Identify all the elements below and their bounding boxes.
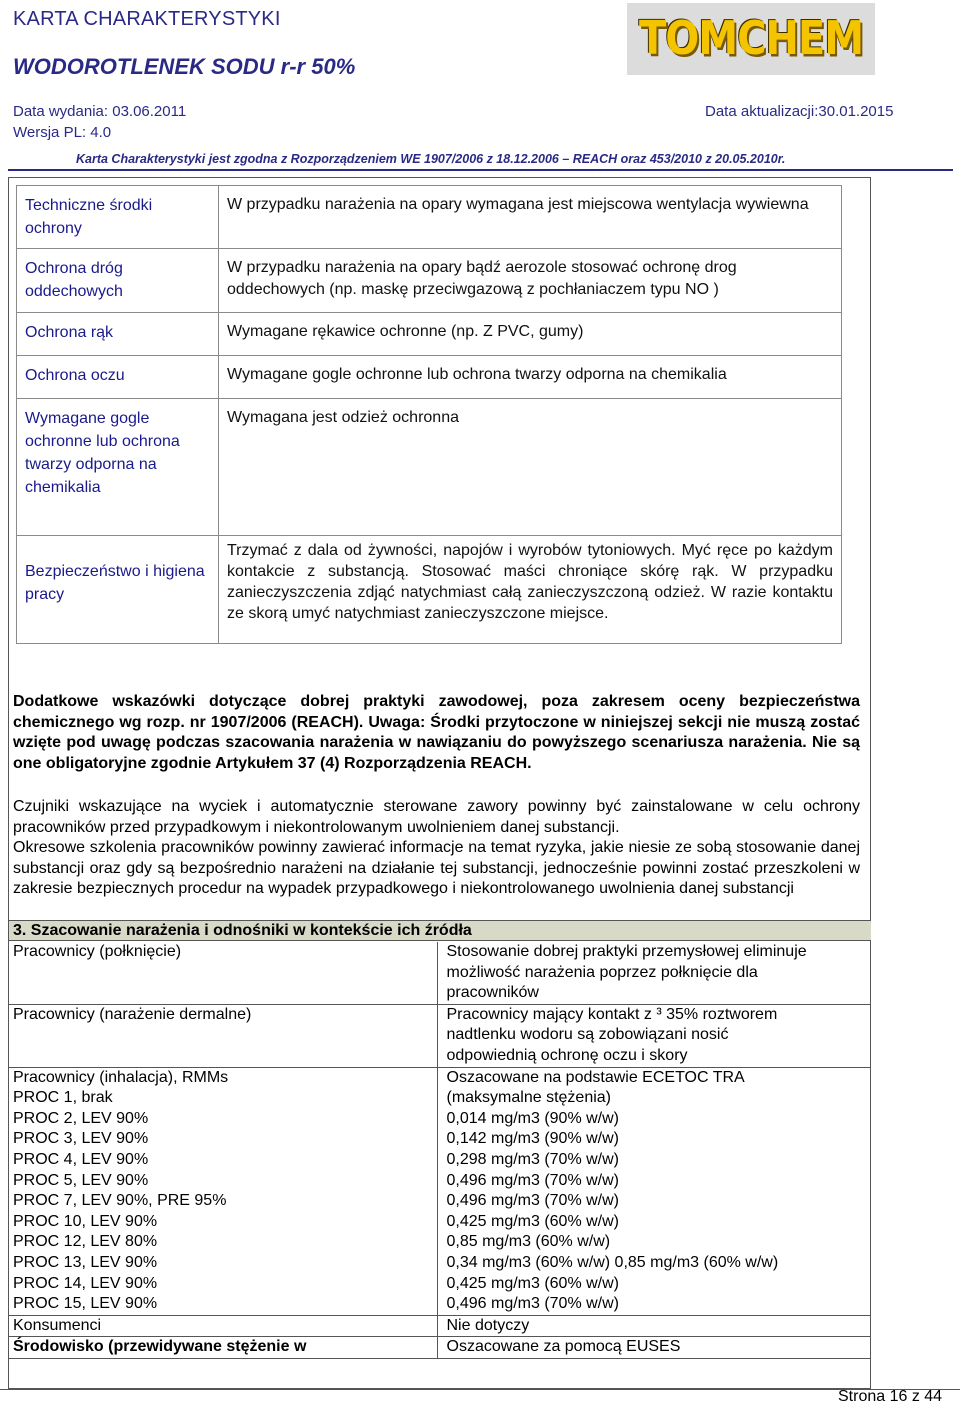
exposure-group-line: Pracownicy (połknięcie) <box>13 943 182 960</box>
update-date: Data aktualizacji:30.01.2015 <box>705 103 894 120</box>
training-paragraph: Okresowe szkolenia pracowników powinny zawierać informacje na temat ryzyka, jakie niesie ze sobą stosowanie danej substancji oraz gdy są bezpośrednio narażeni na działanie tej substancji, jednocześnie powinni zostać przeszkoleni w zakresie bezpiecznych procedur na wypadek przypadkowego i niekontrolowanego uwolnienia danej substancji <box>13 839 860 898</box>
table-row <box>9 1337 871 1359</box>
table-row <box>17 313 842 356</box>
row-value: Wymagane rękawice ochronne (np. Z PVC, gumy) <box>219 313 842 356</box>
exposure-estimate-line: 0,496 mg/m3 (70% w/w) <box>446 1192 620 1210</box>
exposure-group-line: PROC 7, LEV 90%, PRE 95% <box>13 1192 227 1210</box>
exposure-estimate-line: 0,496 mg/m3 (70% w/w) <box>446 1295 620 1313</box>
exposure-group-line: PROC 13, LEV 90% <box>13 1253 158 1271</box>
exposure-estimate-line: 0,496 mg/m3 (70% w/w) <box>446 1171 620 1189</box>
header-divider <box>8 169 953 171</box>
exposure-estimate <box>437 1337 871 1359</box>
product-title: WODOROTLENEK SODU r-r 50% <box>13 54 356 79</box>
exposure-estimate-line: 0,142 mg/m3 (90% w/w) <box>446 1130 620 1148</box>
row-label: Ochrona oczu <box>17 356 219 399</box>
exposure-group-line: Pracownicy (narażenie dermalne) <box>13 1005 252 1023</box>
exposure-estimate <box>437 1315 871 1337</box>
exposure-group-line: PROC 1, brak <box>13 1089 113 1107</box>
row-label: Wymagane gogle ochronne lub ochrona twarzy odporna na chemikalia <box>17 399 219 536</box>
table-row <box>9 1004 871 1067</box>
exposure-estimate-line: Nie dotyczy <box>446 1316 530 1334</box>
table-row <box>9 1067 871 1315</box>
logo-text: TOMCHEM <box>638 12 864 66</box>
exposure-estimate-line: 0,298 mg/m3 (70% w/w) <box>446 1150 620 1168</box>
page-number: Strona 16 z 44 <box>838 1388 943 1405</box>
table-row <box>17 356 842 399</box>
exposure-table <box>9 942 871 1359</box>
issue-date: Data wydania: 03.06.2011 <box>13 103 187 120</box>
row-value: Wymagana jest odzież ochronna <box>219 399 842 536</box>
table-row <box>17 536 842 644</box>
exposure-group <box>9 1067 437 1315</box>
exposure-estimate <box>437 942 871 1004</box>
exposure-estimate-line: pracowników <box>446 984 539 1002</box>
table-row <box>17 249 842 313</box>
doc-type-title: KARTA CHARAKTERYSTYKI <box>13 8 281 30</box>
exposure-estimate-line: Oszacowane za pomocą EUSES <box>446 1338 681 1356</box>
table-row <box>17 186 842 249</box>
exposure-group-line: Konsumenci <box>13 1316 102 1334</box>
row-value: W przypadku narażenia na opary wymagana jest miejscowa wentylacja wywiewna <box>219 186 842 249</box>
exposure-estimate-line: (maksymalne stężenia) <box>446 1089 611 1107</box>
regulation-note: Karta Charakterystyki jest zgodna z Rozporządzeniem WE 1907/2006 z 18.12.2006 – REACH oraz 453/2010 z 20.05.2010r. <box>76 152 786 166</box>
exposure-estimate-line: nadtlenku wodoru są zobowiązani nosić <box>446 1026 729 1044</box>
exposure-group-line: PROC 5, LEV 90% <box>13 1171 149 1189</box>
exposure-group <box>9 942 437 1004</box>
exposure-estimate-line: Stosowanie dobrej praktyki przemysłowej eliminuje <box>446 943 807 960</box>
row-label: Ochrona rąk <box>17 313 219 356</box>
row-value: Trzymać z dala od żywności, napojów i wyrobów tytoniowych. Myć ręce po każdym kontakcie z substancją. Stosować maści chroniące skórę rąk. W przypadku zanieczyszczenia zdjąć natychmiast całą zanieczyszczoną odzież. W razie kontaktu ze skorą umyć natychmiast zanieczyszczone miejsce. <box>219 536 842 644</box>
exposure-estimate-line: Pracownicy mający kontakt z ³ 35% roztworem <box>446 1005 778 1023</box>
table-row <box>17 399 842 536</box>
exposure-estimate <box>437 1004 871 1067</box>
exposure-group-line: Środowisko (przewidywane stężenie w <box>13 1338 307 1356</box>
exposure-estimate-line: Oszacowane na podstawie ECETOC TRA <box>446 1068 745 1086</box>
exposure-group-line: PROC 4, LEV 90% <box>13 1150 149 1168</box>
exposure-estimate-line: 0,85 mg/m3 (60% w/w) <box>446 1233 611 1251</box>
exposure-group <box>9 1337 437 1359</box>
sensors-paragraph: Czujniki wskazujące na wyciek i automatycznie sterowane zawory powinny być zainstalowane w celu ochrony pracowników przed przypadkowym i niekontrolowanym uwolnieniem danej substancji. <box>13 798 860 836</box>
row-label: Ochrona dróg oddechowych <box>17 249 219 313</box>
exposure-estimate-line: możliwość narażenia poprzez połknięcie dla <box>446 963 758 981</box>
row-value: W przypadku narażenia na opary bądź aerozole stosować ochronę drog oddechowych (np. maskę przeciwgazową z pochłaniaczem typu NO ) <box>219 249 842 313</box>
exposure-group-line: Pracownicy (inhalacja), RMMs <box>13 1068 229 1086</box>
row-label: Bezpieczeństwo i higiena pracy <box>17 536 219 644</box>
company-logo <box>627 3 875 75</box>
exposure-group-line: PROC 14, LEV 90% <box>13 1274 158 1292</box>
exposure-estimate-line: 0,425 mg/m3 (60% w/w) <box>446 1274 620 1292</box>
section-3-heading: 3. Szacowanie narażenia i odnośniki w kontekście ich źródła <box>9 920 871 941</box>
exposure-estimate-line: odpowiednią ochronę oczu i skory <box>446 1046 688 1064</box>
row-label: Techniczne środki ochrony <box>17 186 219 249</box>
exposure-group <box>9 1315 437 1337</box>
table-row <box>9 942 871 1004</box>
exposure-group <box>9 1004 437 1067</box>
additional-guidance: Dodatkowe wskazówki dotyczące dobrej praktyki zawodowej, poza zakresem oceny bezpieczeństwa chemicznego wg rozp. nr 1907/2006 (REACH). Uwaga: Środki przytoczone w niniejszej sekcji nie muszą zostać wzięte pod uwagę podczas szacowania narażenia w nawiązaniu do powyższego scenariusza narażenia. Nie są one obligatoryjne zgodnie Artykułem 37 (4) Rozporządzenia REACH. <box>13 693 860 772</box>
exposure-group-line: PROC 10, LEV 90% <box>13 1212 158 1230</box>
exposure-estimate-line: 0,425 mg/m3 (60% w/w) <box>446 1212 620 1230</box>
exposure-group-line: PROC 2, LEV 90% <box>13 1109 149 1127</box>
exposure-group-line: PROC 12, LEV 80% <box>13 1233 158 1251</box>
version: Wersja PL: 4.0 <box>13 124 112 141</box>
exposure-estimate <box>437 1067 871 1315</box>
exposure-estimate-line: 0,34 mg/m3 (60% w/w) 0,85 mg/m3 (60% w/w) <box>446 1253 779 1271</box>
row-value: Wymagane gogle ochronne lub ochrona twarzy odporna na chemikalia <box>219 356 842 399</box>
exposure-group-line: PROC 15, LEV 90% <box>13 1295 158 1313</box>
exposure-estimate-line: 0,014 mg/m3 (90% w/w) <box>446 1109 620 1127</box>
table-row <box>9 1315 871 1337</box>
footer-divider <box>0 1389 960 1390</box>
exposure-group-line: PROC 3, LEV 90% <box>13 1130 149 1148</box>
protection-table <box>16 185 842 644</box>
